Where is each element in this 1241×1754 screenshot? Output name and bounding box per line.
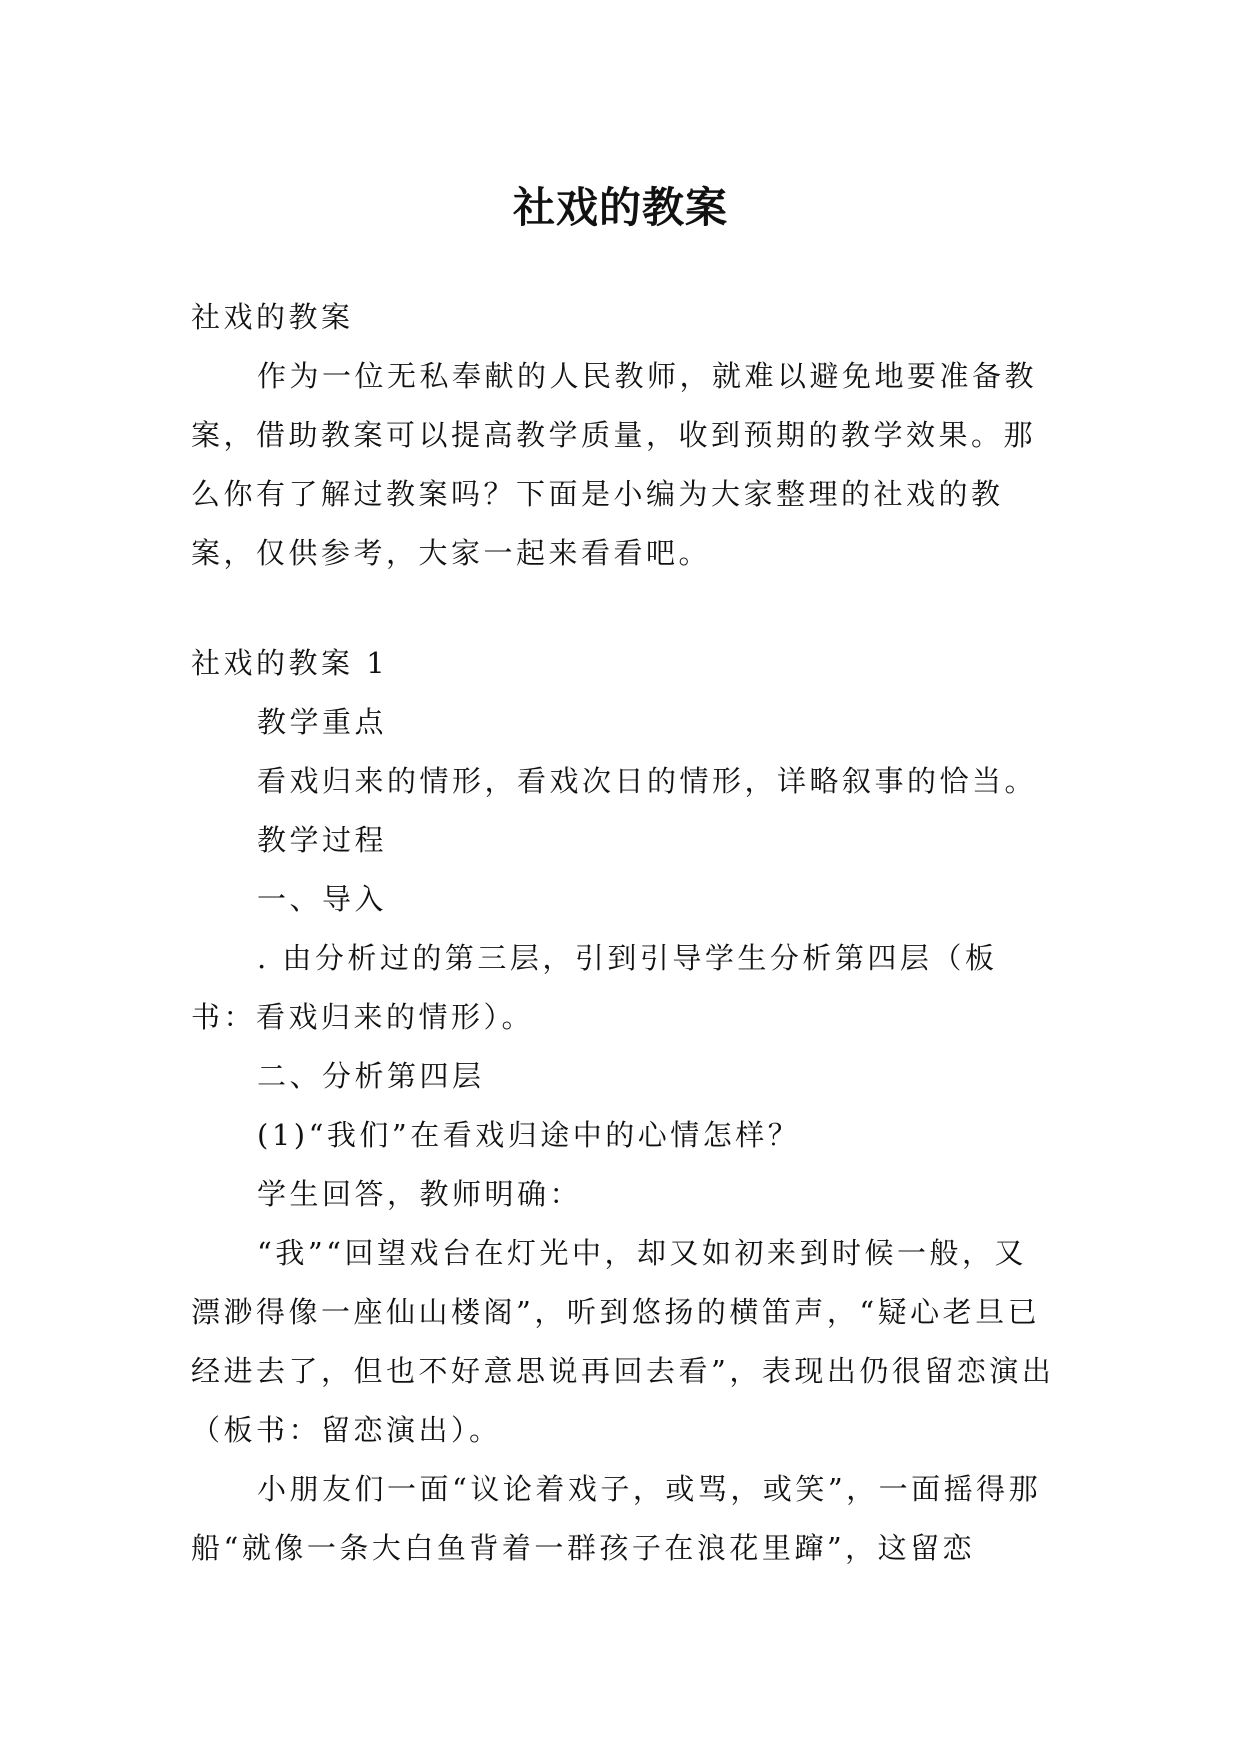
paragraph: “我”“回望戏台在灯光中，却又如初来到时候一般，又漂渺得像一座仙山楼阁”，听到悠扬的横笛声，“疑心老旦已经进去了，但也不好意思说再回去看”，表现出仍很留恋演出（板书：留恋演出）。: [191, 1236, 1055, 1447]
paragraph: 看戏归来的情形，看戏次日的情形，详略叙事的恰当。: [257, 764, 1038, 798]
section-heading: 社戏的教案 1: [191, 646, 389, 680]
paragraph: 小朋友们一面“议论着戏子，或骂，或笑”，一面摇得那船“就像一条大白鱼背着一群孩子在浪花里蹿”，这留恋: [191, 1472, 1042, 1565]
paragraph: 一、导入: [257, 882, 388, 916]
paragraph: . 由分析过的第三层，引到引导学生分析第四层（板书：看戏归来的情形）。: [191, 941, 998, 1034]
document-title: 社戏的教案: [512, 183, 728, 233]
section-gap: [191, 583, 1059, 634]
document-body: [191, 288, 1059, 1578]
body-heading: 社戏的教案: [191, 300, 354, 334]
paragraph: 学生回答，教师明确：: [257, 1177, 583, 1211]
intro-paragraph: 作为一位无私奉献的人民教师，就难以避免地要准备教案，借助教案可以提高教学质量，收到预期的教学效果。那么你有了解过教案吗？下面是小编为大家整理的社戏的教案，仅供参考，大家一起来看看吧。: [191, 359, 1038, 570]
paragraph: (1)“我们”在看戏归途中的心情怎样？: [257, 1118, 801, 1152]
paragraph: 教学重点: [257, 705, 388, 739]
paragraph: 二、分析第四层: [257, 1059, 485, 1093]
paragraph: 教学过程: [257, 823, 388, 857]
